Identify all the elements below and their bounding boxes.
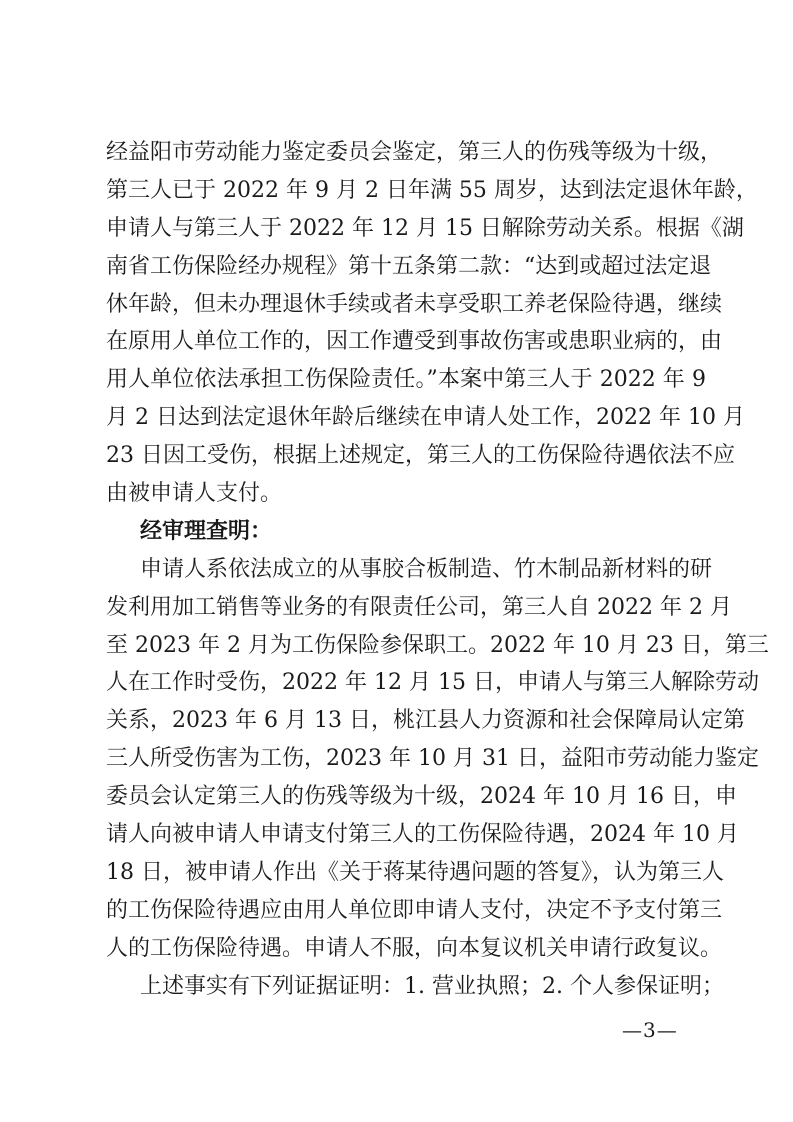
- text-line: 申请人系依法成立的从事胶合板制造、竹木制品新材料的研: [140, 556, 713, 582]
- text-line: 人的工伤保险待遇。申请人不服，向本复议机关申请行政复议。: [106, 935, 723, 961]
- text-line: 发利用加工销售等业务的有限责任公司，第三人自 2022 年 2 月: [106, 594, 732, 620]
- text-line: 申请人与第三人于 2022 年 12 月 15 日解除劳动关系。根据《湖: [106, 215, 744, 241]
- text-line: 委员会认定第三人的伤残等级为十级，2024 年 10 月 16 日，申: [106, 784, 737, 810]
- text-line: 南省工伤保险经办规程》第十五条第二款：“达到或超过法定退: [106, 253, 712, 279]
- text-line: 休年龄，但未办理退休手续或者未享受职工养老保险待遇，继续: [106, 291, 723, 317]
- page-number: —3—: [622, 1018, 678, 1042]
- text-line: 至 2023 年 2 月为工伤保险参保职工。2022 年 10 月 23 日，第三: [106, 632, 769, 658]
- text-line: 上述事实有下列证据证明：1. 营业执照；2. 个人参保证明；: [140, 973, 724, 999]
- text-line: 第三人已于 2022 年 9 月 2 日年满 55 周岁，达到法定退休年龄，: [106, 177, 758, 203]
- text-line: 的工伤保险待遇应由用人单位即申请人支付，决定不予支付第三: [106, 897, 723, 923]
- text-line: 用人单位依法承担工伤保险责任。”本案中第三人于 2022 年 9: [106, 367, 706, 393]
- text-line: 月 2 日达到法定退休年龄后继续在申请人处工作，2022 年 10 月: [106, 405, 745, 431]
- text-line: 经益阳市劳动能力鉴定委员会鉴定，第三人的伤残等级为十级，: [106, 140, 723, 165]
- text-line: 在原用人单位工作的，因工作遭受到事故伤害或患职业病的，由: [106, 329, 723, 355]
- section-heading: 经审理查明：: [140, 518, 273, 544]
- text-line: 人在工作时受伤，2022 年 12 月 15 日，申请人与第三人解除劳动: [106, 670, 759, 696]
- text-line: 请人向被申请人申请支付第三人的工伤保险待遇，2024 年 10 月: [106, 822, 739, 848]
- text-line: 由被申请人支付。: [106, 481, 283, 507]
- text-line: 三人所受伤害为工伤，2023 年 10 月 31 日，益阳市劳动能力鉴定: [106, 746, 759, 772]
- text-line: 关系，2023 年 6 月 13 日，桃江县人力资源和社会保障局认定第: [106, 708, 745, 734]
- text-line: 18 日，被申请人作出《关于蒋某待遇问题的答复》，认为第三人: [106, 859, 724, 885]
- document-body: [106, 134, 769, 1005]
- text-line: 23 日因工受伤，根据上述规定，第三人的工伤保险待遇依法不应: [106, 443, 735, 469]
